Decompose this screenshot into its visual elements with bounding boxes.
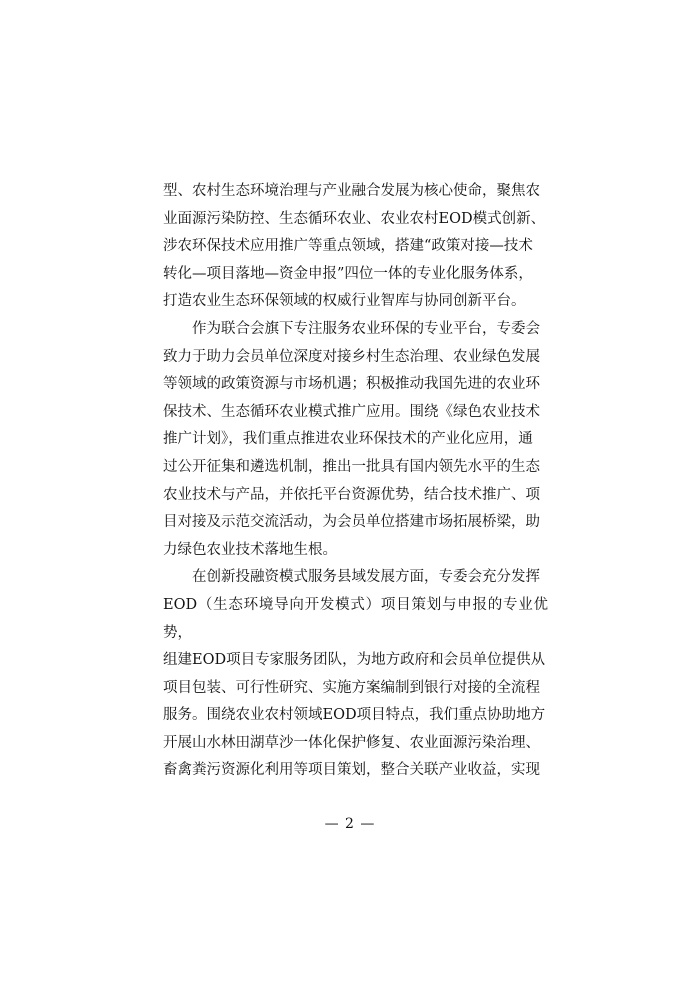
body-text	[163, 178, 548, 785]
paragraph-3: 在创新投融资模式服务县域发展方面，专委会充分发挥 EOD（生态环境导向开发模式）项目策划与申报的专业优势， 组建EOD项目专家服务团队，为地方政府和会员单位提供从 项目包装、可行性研究、实施方案编制到银行对接的全流程 服务。围绕农业农村领域EOD项目特点，我们重点协助地方 开展山水林田湖草沙一体化保护修复、农业面源污染治理、 畜禽粪污资源化利用等项目策划，整合关联产业收益，实现	[163, 569, 548, 779]
paragraph-2: 作为联合会旗下专注服务农业环保的专业平台，专委会 致力于助力会员单位深度对接乡村生态治理、农业绿色发展 等领域的政策资源与市场机遇；积极推动我国先进的农业环 保技术、生态循环农业模式推广应用。围绕《绿色农业技术 推广计划》，我们重点推进农业环保技术的产业化应用，通 过公开征集和遴选机制，推出一批具有国内领先水平的生态 农业技术与产品，并依托平台资源优势，结合技术推广、项 目对接及示范交流活动，为会员单位搭建市场拓展桥梁，助 力绿色农业技术落地生根。	[163, 320, 540, 558]
page-number: — 2 —	[324, 816, 376, 832]
paragraph-1: 型、农村生态环境治理与产业融合发展为核心使命，聚焦农 业面源污染防控、生态循环农业、农业农村EOD模式创新、 涉农环保技术应用推广等重点领域，搭建“政策对接—技术 转化—项目落地—资金申报”四位一体的专业化服务体系， 打造农业生态环保领域的权威行业智库与协同创新平台。	[163, 183, 546, 310]
